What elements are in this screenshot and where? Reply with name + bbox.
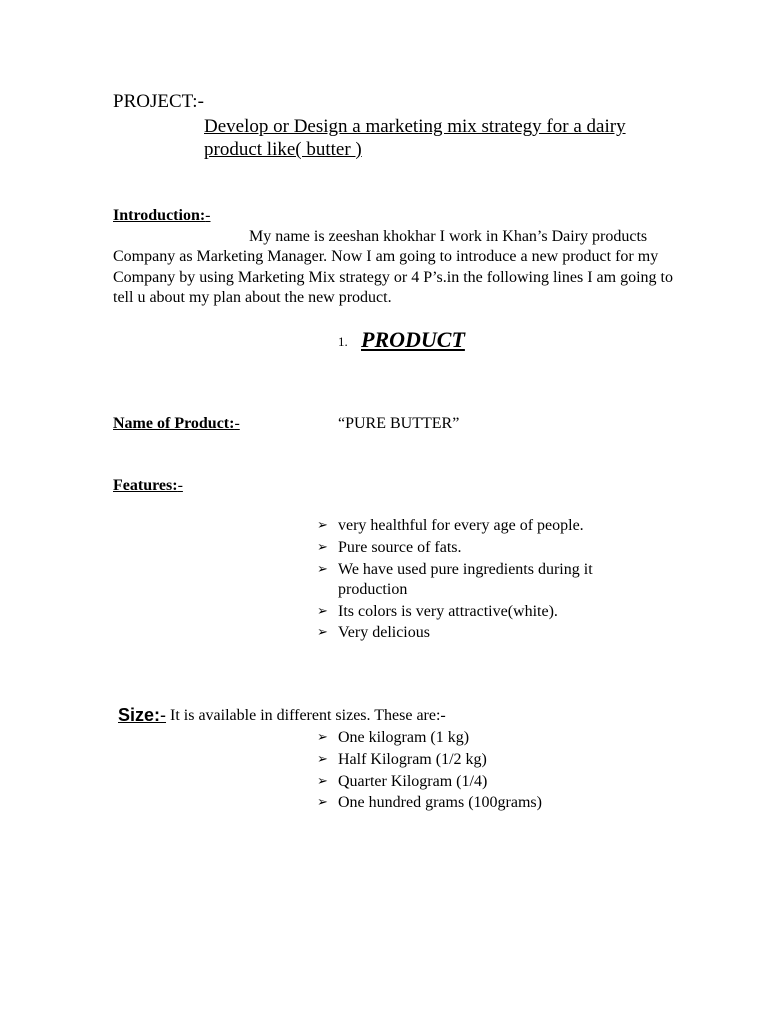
size-list <box>314 728 614 815</box>
size-heading <box>118 705 166 726</box>
list-item <box>314 516 634 536</box>
list-item-text: Half Kilogram (1/2 kg) <box>338 750 487 768</box>
arrowhead-bullet-icon: ➢ <box>317 625 328 641</box>
product-name-value: “PURE BUTTER” <box>338 415 460 432</box>
size-dash: - <box>160 705 167 725</box>
list-item-text: One kilogram (1 kg) <box>338 729 470 746</box>
list-item <box>314 560 634 601</box>
introduction-heading <box>113 207 211 225</box>
project-label: PROJECT:- <box>113 91 204 112</box>
introduction-label: Introduction: <box>113 207 206 224</box>
product-name-label: Name of Product: <box>113 415 235 432</box>
list-item <box>314 793 614 813</box>
list-item-text: Quarter Kilogram (1/4) <box>338 772 488 790</box>
features-dash: - <box>177 477 183 494</box>
list-item <box>314 538 634 558</box>
arrowhead-bullet-icon: ➢ <box>317 773 328 789</box>
list-item <box>314 602 634 622</box>
list-item <box>314 728 614 748</box>
list-item-text: One hundred grams (100grams) <box>338 794 542 812</box>
list-item <box>314 623 634 643</box>
section-number: 1. <box>338 334 348 349</box>
section-title: PRODUCT <box>361 327 465 352</box>
list-item <box>314 772 614 792</box>
project-description <box>204 115 674 161</box>
features-label: Features: <box>113 477 178 494</box>
introduction-paragraph: My name is zeeshan khokhar I work in Khan’s Dairy products Company as Marketing Manager. Now I am going to introduce a new product for my Company by using Marketing Mix strategy or 4 P’s.in the following lines I am going to tell u about my plan about the new product. <box>113 228 673 306</box>
arrowhead-bullet-icon: ➢ <box>317 751 328 767</box>
product-name-heading <box>113 415 240 433</box>
list-item <box>314 750 614 770</box>
list-item-text: Its colors is very attractive(white). <box>338 602 558 620</box>
features-heading <box>113 477 183 495</box>
arrowhead-bullet-icon: ➢ <box>317 561 328 577</box>
size-description: It is available in different sizes. These are:- <box>170 707 446 724</box>
list-item-text: Pure source of fats. <box>338 538 462 556</box>
project-description-text: Develop or Design a marketing mix strategy for a dairy product like( butter ) <box>204 116 626 160</box>
introduction-dash: - <box>205 207 211 224</box>
arrowhead-bullet-icon: ➢ <box>317 539 328 555</box>
list-item-text: Very delicious <box>338 624 430 642</box>
size-label: Size: <box>118 705 161 725</box>
arrowhead-bullet-icon: ➢ <box>317 518 328 533</box>
list-item-text: We have used pure ingredients during it production <box>338 560 593 598</box>
product-name-dash: - <box>234 415 240 432</box>
arrowhead-bullet-icon: ➢ <box>317 603 328 619</box>
arrowhead-bullet-icon: ➢ <box>317 795 328 811</box>
list-item-text: very healthful for every age of people. <box>338 517 584 534</box>
arrowhead-bullet-icon: ➢ <box>317 730 328 745</box>
features-list <box>314 516 634 645</box>
